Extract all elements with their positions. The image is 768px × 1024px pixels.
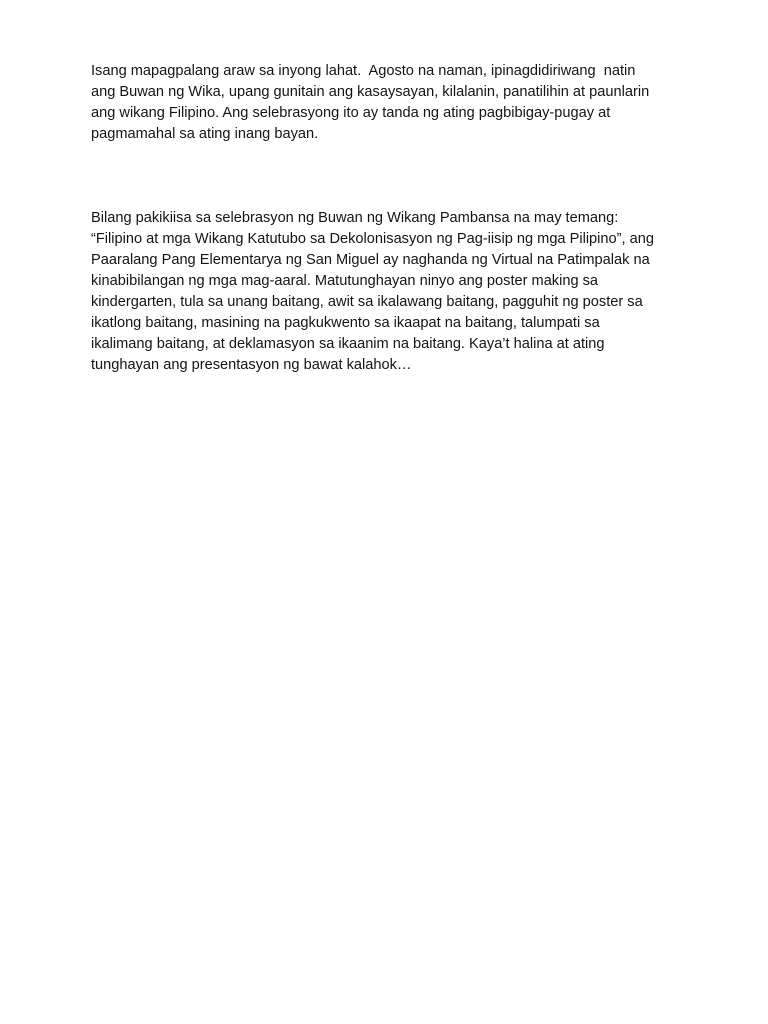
paragraph-line: ang Buwan ng Wika, upang gunitain ang kasaysayan, kilalanin, panatilihin at paunlarin <box>91 84 650 100</box>
document-body <box>91 61 691 376</box>
paragraph-line: Paaralang Pang Elementarya ng San Miguel ay naghanda ng Virtual na Patimpalak na <box>91 252 650 268</box>
paragraph-line: tunghayan ang presentasyon ng bawat kalahok… <box>91 357 412 373</box>
paragraph-line: kinabibilangan ng mga mag-aaral. Matutunghayan ninyo ang poster making sa <box>91 273 599 289</box>
program-paragraph <box>91 208 691 376</box>
paragraph-line: ang wikang Filipino. Ang selebrasyong ito ay tanda ng ating pagbibigay-pugay at <box>91 105 611 121</box>
paragraph-line: ikalimang baitang, at deklamasyon sa ikaanim na baitang. Kaya’t halina at ating <box>91 336 605 352</box>
paragraph-line: pagmamahal sa ating inang bayan. <box>91 126 319 142</box>
paragraph-line: ikatlong baitang, masining na pagkukwento sa ikaapat na baitang, talumpati sa <box>91 315 600 331</box>
paragraph-line: Bilang pakikiisa sa selebrasyon ng Buwan ng Wikang Pambansa na may temang: <box>91 210 619 226</box>
greeting-paragraph <box>91 61 691 145</box>
paragraph-line: Isang mapagpalang araw sa inyong lahat. Agosto na naman, ipinagdidiriwang natin <box>91 63 636 79</box>
paragraph-line: kindergarten, tula sa unang baitang, awit sa ikalawang baitang, pagguhit ng poster sa <box>91 294 643 310</box>
paragraph-line: “Filipino at mga Wikang Katutubo sa Dekolonisasyon ng Pag-iisip ng mga Pilipino”, ang <box>91 231 654 247</box>
